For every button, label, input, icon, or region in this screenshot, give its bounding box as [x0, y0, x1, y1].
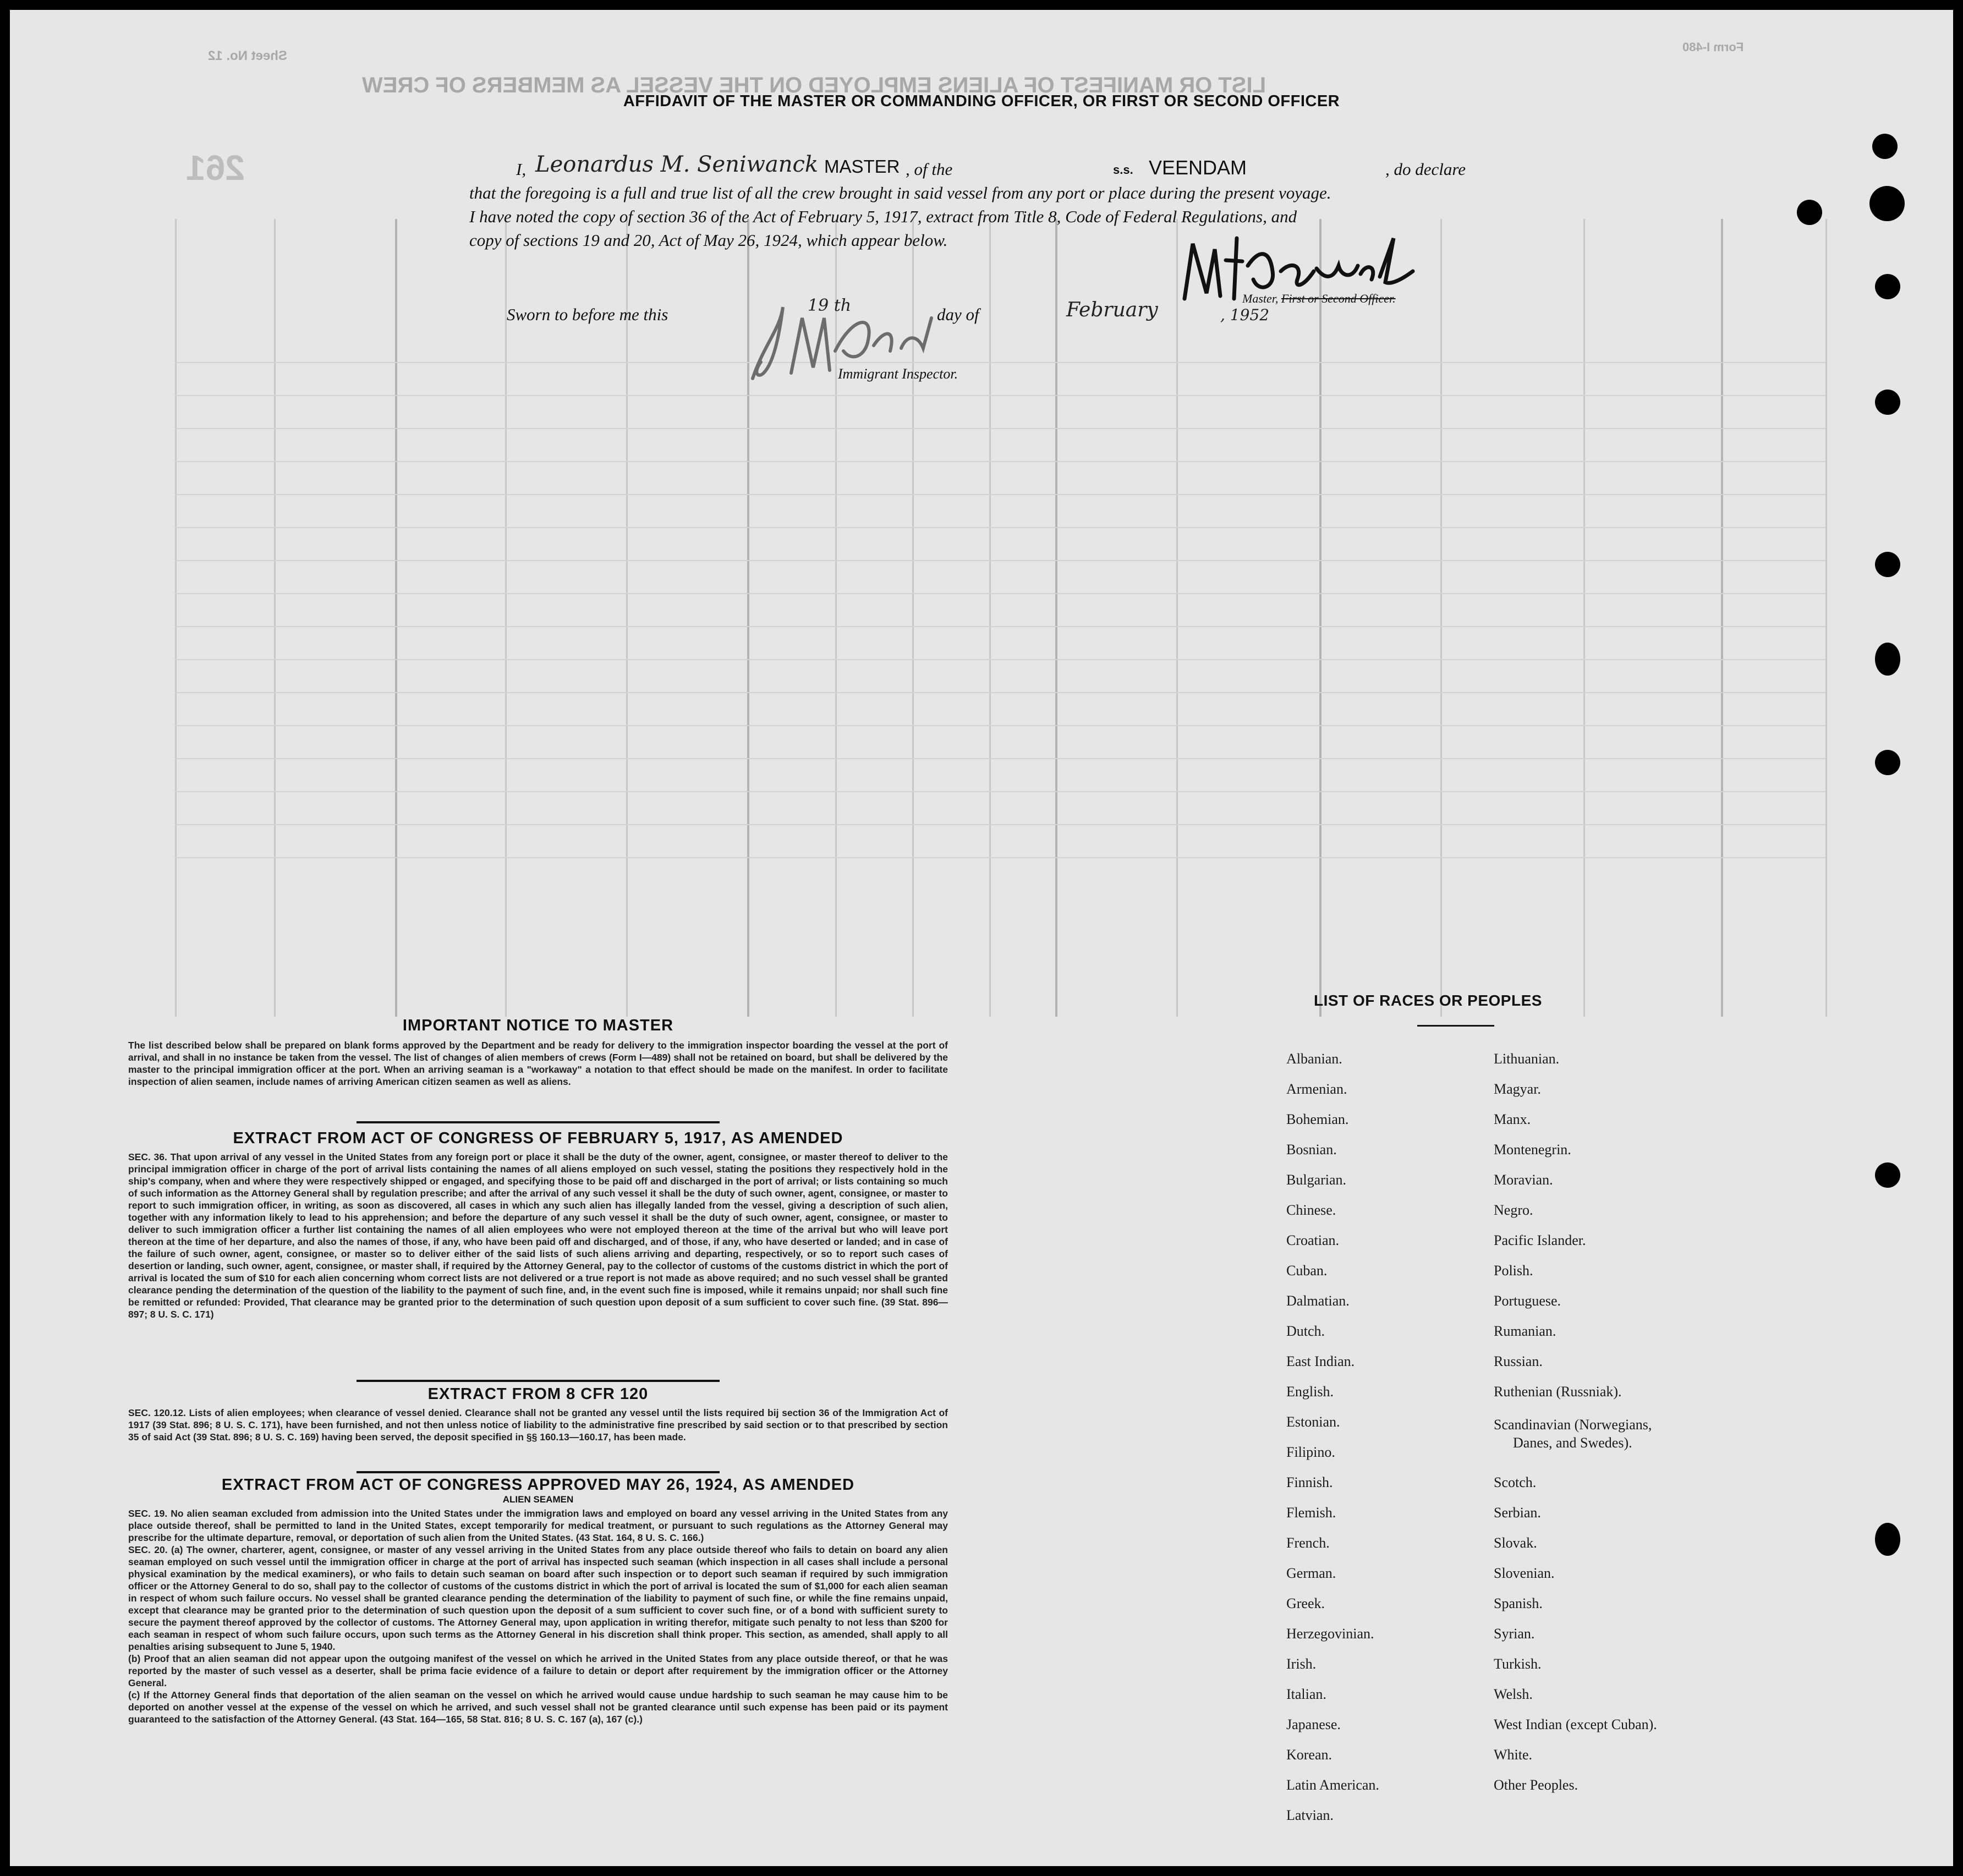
race-item: Croatian. — [1286, 1232, 1340, 1248]
extract-1917 — [128, 1129, 948, 1320]
affidavit-line3: I have noted the copy of section 36 of the Act of February 5, 1917, extract from Title 8, Code of Federal Regulations, and — [469, 207, 1297, 226]
extract-cfr-body: SEC. 120.12. Lists of alien employees; when clearance of vessel denied. Clearance shall not be granted any vessel until the lists required bij section 36 of the Immigration Act of 1917 (39 Stat. 896; 8 U. S. C. 171), have been furnished, and not then unless notice of liability to the administrative fine prescribed by said section or to that prescribed by section 35 of said Act (39 Stat. 896; 8 U. S. C. 169) having been served, the deposit specified in §§ 160.13—160.17, has been made. — [128, 1407, 948, 1442]
day-of-label: day of — [937, 305, 979, 324]
race-item: Irish. — [1286, 1656, 1317, 1672]
race-item: West Indian (except Cuban). — [1494, 1716, 1657, 1732]
race-item: Rumanian. — [1494, 1323, 1556, 1339]
race-item: Japanese. — [1286, 1716, 1341, 1732]
race-item: Scandinavian (Norwegians, — [1494, 1417, 1652, 1433]
race-item: Russian. — [1494, 1353, 1543, 1369]
race-item: Portuguese. — [1494, 1293, 1561, 1309]
affidavit-title: AFFIDAVIT OF THE MASTER OR COMMANDING OFFICER, OR FIRST OR SECOND OFFICER — [623, 92, 1340, 110]
punch-hole — [1872, 134, 1898, 159]
race-item: Filipino. — [1286, 1444, 1335, 1460]
punch-hole — [1875, 1162, 1900, 1188]
master-label: MASTER — [824, 156, 900, 177]
race-item: White. — [1494, 1747, 1533, 1763]
extract-1924 — [128, 1476, 948, 1725]
race-item: Manx. — [1494, 1111, 1531, 1127]
extract-cfr-title: EXTRACT FROM 8 CFR 120 — [427, 1385, 649, 1403]
divider — [357, 1471, 720, 1473]
race-item: Slovenian. — [1494, 1565, 1555, 1581]
declare-label: , do declare — [1385, 160, 1466, 179]
affidavit-line4: copy of sections 19 and 20, Act of May 26, 1924, which appear below. — [469, 231, 948, 250]
race-item: Estonian. — [1286, 1414, 1340, 1430]
vessel-name: VEENDAM — [1149, 156, 1247, 179]
race-item: Turkish. — [1494, 1656, 1542, 1672]
race-item: Syrian. — [1494, 1626, 1535, 1642]
punch-hole — [1797, 200, 1822, 225]
race-item: Cuban. — [1286, 1263, 1328, 1279]
master-signature-label-plain: Master, — [1242, 292, 1279, 305]
extract-1924-subtitle: ALIEN SEAMEN — [502, 1494, 574, 1505]
important-notice-body: The list described below shall be prepared on blank forms approved by the Department and be ready for delivery to the immigration inspector boarding the vessel at the port of arrival, and shall in no instance be taken from the vessel. The list of changes of alien members of crews (Form I—489) shall not be retained on board, but shall be delivered by the master to the principal immigration officer at the port. When an arriving seaman is a "workaway" a notation to that effect should be made on the manifest. In order to facilitate inspection of alien seamen, include names of arriving American citizen seamen as well as aliens. — [128, 1040, 948, 1087]
punch-hole — [1875, 390, 1900, 415]
race-item: French. — [1286, 1535, 1330, 1551]
show-through-sheet-no: Sheet No. 12 — [208, 48, 288, 63]
master-name-handwritten: Leonardus M. Seniwanck — [535, 152, 819, 177]
race-item: Albanian. — [1286, 1051, 1342, 1067]
race-item: Scotch. — [1494, 1474, 1537, 1490]
extract-1917-title: EXTRACT FROM ACT OF CONGRESS OF FEBRUARY 5, 1917, AS AMENDED — [233, 1129, 843, 1147]
day-handwritten: 19 th — [808, 296, 852, 315]
race-item: East Indian. — [1286, 1353, 1355, 1369]
race-item: Slovak. — [1494, 1535, 1537, 1551]
race-item: Armenian. — [1286, 1081, 1347, 1097]
race-item: Magyar. — [1494, 1081, 1541, 1097]
race-item: Polish. — [1494, 1263, 1533, 1279]
race-item: Negro. — [1494, 1202, 1533, 1218]
race-item: Dalmatian. — [1286, 1293, 1350, 1309]
race-item: Lithuanian. — [1494, 1051, 1560, 1067]
important-notice — [128, 1017, 948, 1088]
race-item: English. — [1286, 1384, 1334, 1400]
race-item: Latvian. — [1286, 1807, 1334, 1823]
punch-hole — [1875, 1523, 1900, 1556]
punch-hole — [1875, 750, 1900, 775]
divider — [357, 1121, 720, 1123]
race-item: Italian. — [1286, 1686, 1326, 1702]
document-sheet — [10, 10, 1953, 1866]
show-through-stamp: 261 — [186, 148, 245, 188]
race-item: Montenegrin. — [1494, 1142, 1571, 1158]
race-item: Ruthenian (Russniak). — [1494, 1384, 1622, 1400]
race-item: Chinese. — [1286, 1202, 1336, 1218]
extract-1924-sec20c: (c) If the Attorney General finds that deportation of the alien seaman on the vessel on which he arrived would cause undue hardship to such seaman he may cause him to be deported on another vessel at the expense of the vessel on which he arrived, and such vessel shall not be granted clearance until such expense has been paid or its payment guaranteed to the satisfaction of the Attorney General. (43 Stat. 164—165, 58 Stat. 816; 8 U. S. C. 167 (a), 167 (c).) — [128, 1690, 948, 1725]
extract-1917-body: SEC. 36. That upon arrival of any vessel in the United States from any foreign port or place it shall be the duty of the owner, agent, consignee, or master thereof to deliver to the principal immigration officer in charge of the port of arrival lists containing the names of all aliens employed on such vessel, stating the positions they respectively hold in the ship's company, when and where they were respectively shipped or engaged, and specifying those to be paid off and discharged in the port of arrival; or lists containing so much of such information as the Attorney General shall by regulation prescribe; and after the arrival of any such vessel it shall be the duty of such owner, agent, consignee, or master to report to such immigration officer, in writing, as soon as discovered, all cases in which any such alien has illegally landed from the vessel, giving a description of such alien, together with any information likely to lead to his apprehension; and before the departure of any such vessel it shall be the duty of such owner, agent, consignee, or master to deliver to such immigration officer a further list containing the names of all alien employees who were not employed thereon at the time of the arrival but who will leave port thereon at the time of her departure, and also the names of those, if any, who have been paid off and discharged, and of those, if any, who have deserted or landed; and in case of the failure of such owner, agent, consignee, or master so to deliver either of the said lists of such aliens arriving and departing, respectively, or so to report such cases of desertion or landing, such owner, agent, consignee, or master shall, if required by the Attorney General, pay to the collector of customs of the customs district in which the port of arrival is located the sum of $10 for each alien concerning whom correct lists are not delivered or a true report is not made as above required; and no such vessel shall be granted clearance pending the determination of the question of the liability to the payment of such fine, and, in the event such fine is imposed, while it remains unpaid; nor shall such fine be remitted or refunded: Provided, That clearance may be granted prior to the determination of such question upon deposit of a sum sufficient to cover such fine. (39 Stat. 896—897; 8 U. S. C. 171) — [128, 1151, 948, 1320]
divider — [1417, 1025, 1494, 1027]
punch-hole — [1875, 552, 1900, 577]
race-item: Danes, and Swedes). — [1513, 1435, 1632, 1451]
sworn-label: Sworn to before me this — [507, 305, 668, 324]
race-item: Bosnian. — [1286, 1142, 1337, 1158]
race-item: Spanish. — [1494, 1595, 1543, 1611]
race-item: Moravian. — [1494, 1172, 1553, 1188]
show-through-header: LIST OR MANIFEST OF ALIENS EMPLOYED ON THE VESSEL AS MEMBERS OF CREW — [362, 73, 1266, 97]
race-item: Latin American. — [1286, 1777, 1379, 1793]
punch-hole — [1875, 643, 1900, 676]
extract-1924-title: EXTRACT FROM ACT OF CONGRESS APPROVED MAY 26, 1924, AS AMENDED — [221, 1476, 855, 1494]
race-item: German. — [1286, 1565, 1336, 1581]
race-item: Flemish. — [1286, 1505, 1336, 1521]
month-handwritten: February — [1066, 299, 1158, 321]
race-item: Bulgarian. — [1286, 1172, 1347, 1188]
race-item: Finnish. — [1286, 1474, 1333, 1490]
inspector-label: Immigrant Inspector. — [838, 366, 958, 382]
ss-label: s.s. — [1113, 163, 1133, 177]
important-notice-title: IMPORTANT NOTICE TO MASTER — [402, 1017, 674, 1034]
race-item: Welsh. — [1494, 1686, 1533, 1702]
race-item: Bohemian. — [1286, 1111, 1349, 1127]
race-item: Other Peoples. — [1494, 1777, 1578, 1793]
races-title: LIST OF RACES OR PEOPLES — [1314, 992, 1542, 1009]
race-item: Korean. — [1286, 1747, 1333, 1763]
year-handwritten: , 1952 — [1220, 306, 1270, 324]
affidavit-line2: that the foregoing is a full and true list of all the crew brought in said vessel from any port or place during the present voyage. — [469, 183, 1331, 202]
master-signature-label — [1242, 292, 1396, 306]
extract-1924-sec20a: SEC. 20. (a) The owner, charterer, agent, consignee, or master of any vessel arriving in the United States from any place outside thereof who fails to detain on board any alien seaman employed on such vessel until the immigration officer in charge at the port of arrival has inspected such seaman (which inspection in all cases shall include a personal physical examination by the medical examiners), or who fails to detain such seaman on board after such inspection or to deport such seaman if required by such immigration officer or the Attorney General to do so, shall pay to the collector of customs of the customs district in which the port of arrival is located the sum of $1,000 for each alien seaman in respect of whom such failure occurs. No vessel shall be granted clearance pending the determination of the liability to payment of such fine, or while the fine remains unpaid, except that clearance may be granted prior to the determination of such question upon the deposit of a sum sufficient to cover such fine, or of a bond with sufficient surety to secure the payment thereof approved by the collector of customs. The Attorney General may, upon application in writing therefor, mitigate such penalty to not less than $200 for each seaman in respect of whom such failure occurs, upon such terms as the Attorney General in his discretion shall think proper. This section, as amended, shall apply to all penalties arising subsequent to June 5, 1940. — [128, 1544, 948, 1652]
extract-1924-sec19: SEC. 19. No alien seaman excluded from admission into the United States under the immigration laws and employed on board any vessel arriving in the United States from any place outside thereof, shall be permitted to land in the United States, except temporarily for medical treatment, or pursuant to such regulations as the Attorney General may prescribe for the ultimate departure, removal, or deportation of such alien from the United States. (43 Stat. 164, 8 U. S. C. 166.) — [128, 1508, 948, 1543]
punch-hole — [1869, 186, 1905, 221]
divider — [357, 1380, 720, 1382]
extract-1924-sec20b: (b) Proof that an alien seaman did not appear upon the outgoing manifest of the vessel on which he arrived in the United States from any place outside thereof, or that he was reported by the master of such vessel as a deserter, shall be prima facie evidence of a failure to detain or deport after requirement by the immigration officer or the Attorney General. — [128, 1653, 948, 1688]
race-item: Pacific Islander. — [1494, 1232, 1586, 1248]
race-item: Dutch. — [1286, 1323, 1325, 1339]
race-item: Greek. — [1286, 1595, 1325, 1611]
race-item: Serbian. — [1494, 1505, 1541, 1521]
race-item: Herzegovinian. — [1286, 1626, 1374, 1642]
extract-cfr — [128, 1385, 948, 1443]
of-the-label: , of the — [906, 160, 953, 179]
punch-hole — [1875, 274, 1900, 299]
master-signature-label-struck: First or Second Officer. — [1281, 292, 1396, 305]
affidavit-line1-prefix: I, — [516, 160, 527, 179]
show-through-form-no: Form I-480 — [1682, 40, 1744, 54]
